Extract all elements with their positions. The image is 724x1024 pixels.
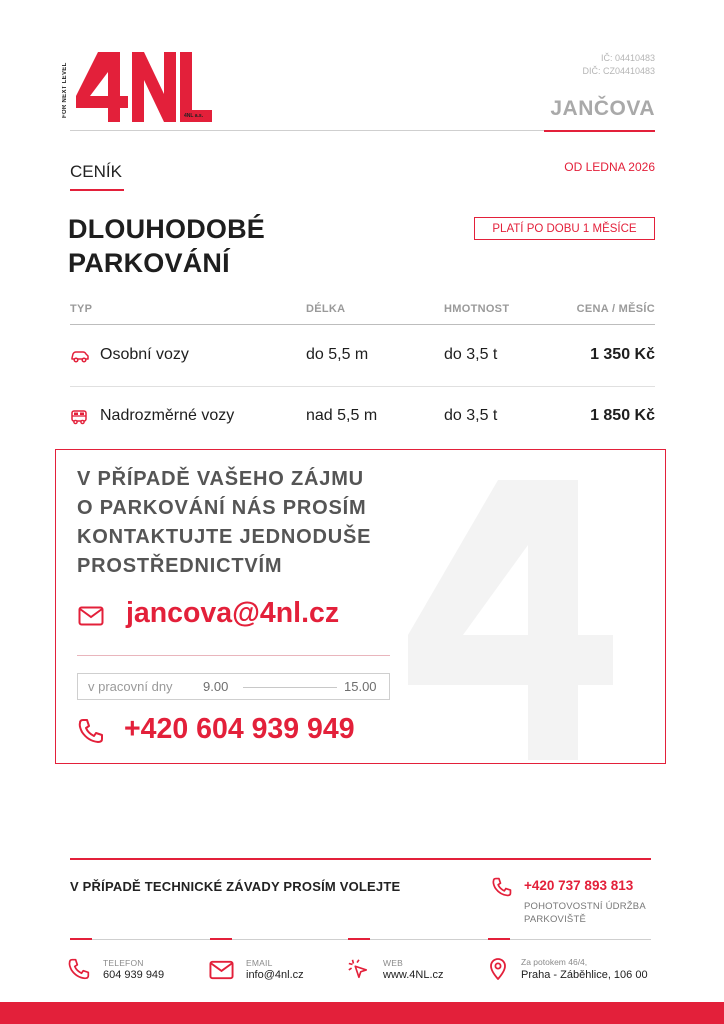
office-hours (77, 673, 390, 700)
contact-intro (77, 465, 417, 581)
footer-divider (70, 858, 651, 860)
address-line2: Praha - Záběhlice, 106 00 (521, 969, 648, 981)
email-label: EMAIL (246, 958, 273, 968)
car-icon (70, 349, 90, 363)
row1-price: 1 350 Kč (590, 346, 655, 363)
location-pin-icon (488, 957, 508, 981)
company-ids (582, 52, 655, 78)
page-title-line1: DLOUHODOBÉ (68, 214, 265, 244)
contact-intro-line2: O PARKOVÁNÍ NÁS PROSÍM (77, 497, 367, 519)
emergency-description-line1: POHOTOVOSTNÍ ÚDRŽBA (524, 901, 646, 912)
pricelist-label: CENÍK (70, 162, 122, 181)
email-value[interactable]: info@4nl.cz (246, 969, 304, 981)
row2-price: 1 850 Kč (590, 407, 655, 424)
footer-accent-address (488, 938, 510, 940)
column-header-type: TYP (70, 303, 93, 315)
logo-tagline: FOR NEXT LEVEL (62, 62, 68, 118)
page-title (68, 212, 265, 280)
table-header-divider (70, 324, 655, 325)
email-icon (209, 960, 234, 980)
pricelist-label-underline (70, 189, 124, 191)
page-title-line2: PARKOVÁNÍ (68, 248, 230, 278)
contact-intro-line4: PROSTŘEDNICTVÍM (77, 555, 283, 577)
table-row-divider (70, 386, 655, 387)
row1-type: Osobní vozy (100, 346, 189, 363)
web-value[interactable]: www.4NL.cz (383, 969, 444, 981)
contact-box (55, 449, 666, 764)
emergency-description-line2: PARKOVIŠTĚ (524, 914, 587, 925)
web-label: WEB (383, 958, 403, 968)
contact-email-link[interactable]: jancova@4nl.cz (126, 597, 340, 629)
van-icon (70, 409, 88, 425)
hours-to: 15.00 (344, 679, 377, 694)
contact-phone-link[interactable]: +420 604 939 949 (124, 713, 355, 745)
column-header-length: DÉLKA (306, 303, 346, 315)
validity-badge: PLATÍ PO DOBU 1 MĚSÍCE (474, 217, 655, 240)
site-name: JANČOVA (550, 97, 655, 120)
address-line1: Za potokem 46/4, (521, 957, 588, 967)
footer-accent-web (348, 938, 370, 940)
dic-number: DIČ: CZ04410483 (582, 66, 655, 76)
phone-icon (78, 718, 104, 744)
telefon-icon (68, 958, 90, 980)
logo-company-name: 4NL a.s. (184, 113, 204, 119)
footer-accent-email (210, 938, 232, 940)
contact-intro-line3: KONTAKTUJTE JEDNODUŠE (77, 526, 372, 548)
row2-weight: do 3,5 t (444, 407, 498, 424)
column-header-price: CENA / MĚSÍC (576, 303, 655, 315)
row2-type: Nadrozměrné vozy (100, 407, 235, 424)
footer-accent-telefon (70, 938, 92, 940)
contact-intro-line1: V PŘÍPADĚ VAŠEHO ZÁJMU (77, 468, 364, 490)
site-name-underline (544, 130, 655, 132)
emergency-phone-link[interactable]: +420 737 893 813 (524, 878, 634, 893)
watermark-4-icon (408, 460, 666, 760)
emergency-text: V PŘÍPADĚ TECHNICKÉ ZÁVADY PROSÍM VOLEJTE (70, 879, 401, 894)
valid-from: OD LEDNA 2026 (564, 160, 655, 174)
row1-length: do 5,5 m (306, 346, 369, 363)
bottom-accent-bar (0, 1002, 724, 1024)
emergency-description (524, 900, 646, 926)
telefon-value[interactable]: 604 939 949 (103, 969, 165, 981)
emergency-phone-icon (492, 877, 512, 897)
column-header-weight: HMOTNOST (444, 303, 510, 315)
hours-separator (243, 687, 337, 688)
contact-divider (77, 655, 390, 656)
hours-from: 9.00 (203, 679, 229, 694)
hours-label: v pracovní dny (88, 679, 173, 694)
mail-icon (78, 606, 104, 626)
telefon-label: TELEFON (103, 958, 144, 968)
ic-number: IČ: 04410483 (600, 53, 655, 63)
row2-length: nad 5,5 m (306, 407, 378, 424)
row1-weight: do 3,5 t (444, 346, 498, 363)
cursor-click-icon (347, 958, 369, 980)
